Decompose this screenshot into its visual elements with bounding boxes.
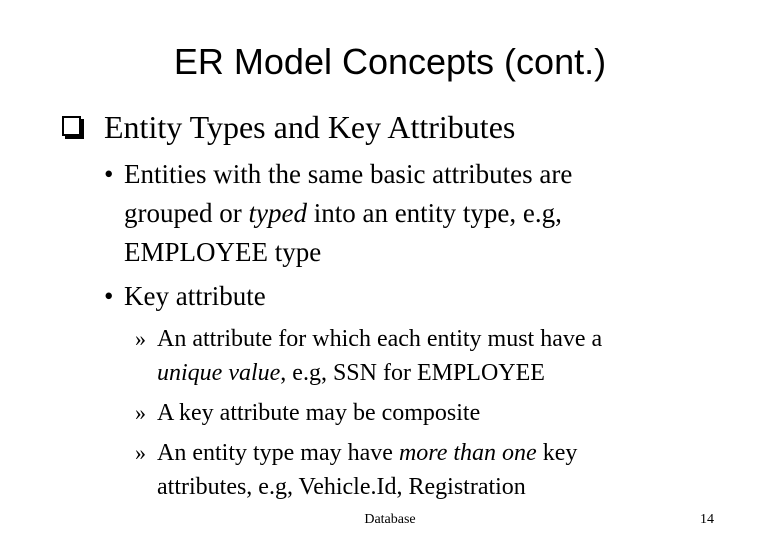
sub-bullet-line: An attribute for which each entity must have a (157, 326, 603, 352)
sub-bullet-text (157, 436, 577, 504)
bullet-line: EMPLOYEE type (124, 237, 322, 267)
chevron-bullet-icon: » (135, 440, 146, 465)
checkbox-bullet-icon (62, 116, 81, 136)
section-heading-text: Entity Types and Key Attributes (104, 109, 516, 145)
sub-bullet-text: A key attribute may be composite (157, 400, 481, 426)
emphasis-text: typed (248, 198, 307, 228)
text-run: into an entity type, e.g, (306, 198, 562, 228)
slide-title: ER Model Concepts (cont.) (173, 41, 607, 82)
bullet-dot-icon: • (104, 281, 114, 311)
page-number: 14 (700, 512, 714, 527)
emphasis-text: more than one (398, 440, 537, 466)
sub-bullet-line (157, 356, 602, 390)
bullet-dot-icon: • (104, 159, 114, 189)
text-run: grouped or (124, 198, 249, 228)
sub-bullet-text (157, 322, 602, 390)
chevron-bullet-icon: » (135, 326, 146, 351)
footer-label: Database (364, 512, 416, 527)
bullet-text: Key attribute (124, 281, 266, 311)
sub-bullet-line: attributes, e.g, Vehicle.Id, Registration (157, 474, 526, 500)
text-run: key (536, 440, 578, 466)
chevron-bullet-icon: » (135, 400, 146, 425)
text-run: , e.g, SSN for EMPLOYEE (280, 360, 545, 386)
bullet-line (124, 194, 572, 233)
bullet-line: Entities with the same basic attributes are (124, 159, 573, 189)
emphasis-text: unique value (157, 360, 281, 386)
text-run: An entity type may have (157, 440, 399, 466)
sub-bullet-line (157, 436, 577, 470)
bullet-text (124, 155, 572, 272)
